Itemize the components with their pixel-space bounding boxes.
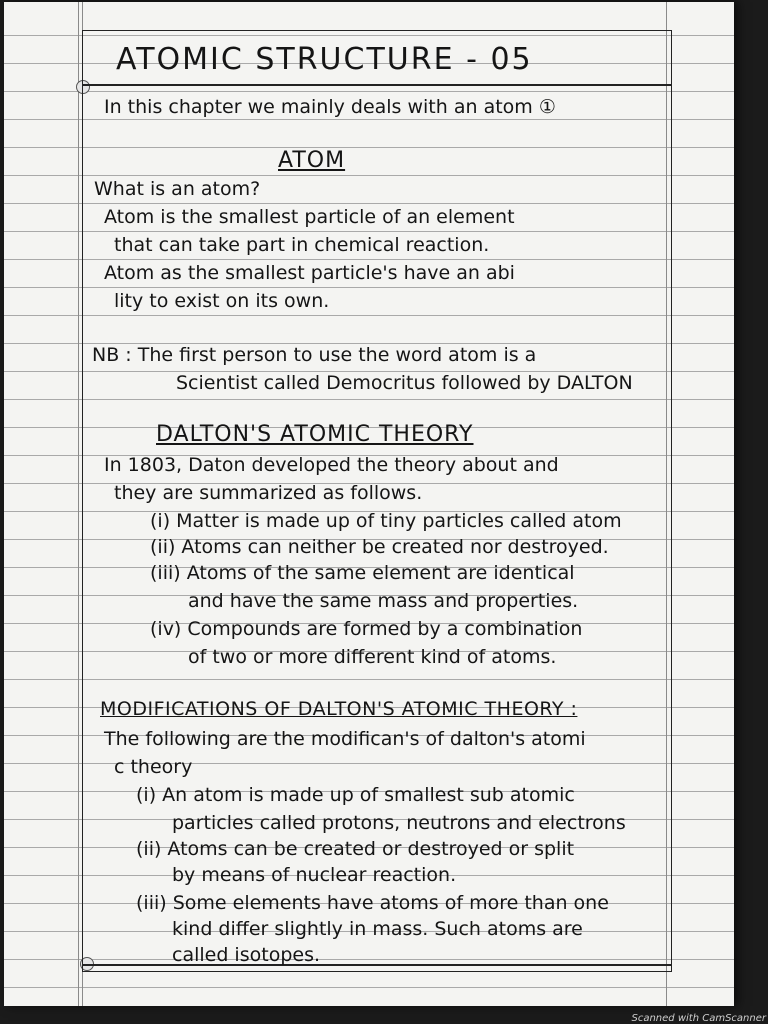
- dalton-line: of two or more different kind of atoms.: [188, 646, 557, 668]
- atom-heading: ATOM: [278, 148, 346, 173]
- modifications-line: (i) An atom is made up of smallest sub atomic: [136, 784, 575, 806]
- scanner-watermark: Scanned with CamScanner: [631, 1013, 766, 1024]
- nb-line: NB : The first person to use the word atom is a: [92, 344, 537, 366]
- modifications-line: kind differ slightly in mass. Such atoms are: [172, 918, 583, 940]
- intro-line: In this chapter we mainly deals with an atom ①: [104, 96, 556, 118]
- dalton-line: (iii) Atoms of the same element are identical: [150, 562, 575, 584]
- notebook-page: [4, 2, 734, 1006]
- modifications-line: by means of nuclear reaction.: [172, 864, 457, 886]
- atom-line: Atom is the smallest particle of an element: [104, 206, 515, 228]
- modifications-line: (ii) Atoms can be created or destroyed or split: [136, 838, 575, 860]
- nb-line: Scientist called Democritus followed by DALTON: [176, 372, 633, 394]
- dalton-line: they are summarized as follows.: [114, 482, 423, 504]
- atom-line: that can take part in chemical reaction.: [114, 234, 490, 256]
- atom-line: lity to exist on its own.: [114, 290, 330, 312]
- atom-question: What is an atom?: [94, 178, 261, 200]
- modifications-line: The following are the modifican's of dalton's atomi: [104, 728, 586, 750]
- page-title: ATOMIC STRUCTURE - 05: [116, 42, 533, 77]
- modifications-line: called isotopes.: [172, 944, 321, 966]
- dalton-heading: DALTON'S ATOMIC THEORY: [156, 422, 474, 447]
- margin-line-left: [78, 2, 79, 1006]
- modifications-line: c theory: [114, 756, 193, 778]
- modifications-line: particles called protons, neutrons and electrons: [172, 812, 626, 834]
- title-divider: [82, 84, 672, 86]
- dalton-line: and have the same mass and properties.: [188, 590, 579, 612]
- atom-line: Atom as the smallest particle's have an abi: [104, 262, 515, 284]
- modifications-heading: MODIFICATIONS OF DALTON'S ATOMIC THEORY :: [100, 698, 578, 720]
- dalton-line: (ii) Atoms can neither be created nor destroyed.: [150, 536, 609, 558]
- dalton-line: (iv) Compounds are formed by a combination: [150, 618, 583, 640]
- dalton-line: (i) Matter is made up of tiny particles called atom: [150, 510, 622, 532]
- bottom-divider: [82, 964, 672, 966]
- modifications-line: (iii) Some elements have atoms of more than one: [136, 892, 609, 914]
- dalton-line: In 1803, Daton developed the theory about and: [104, 454, 559, 476]
